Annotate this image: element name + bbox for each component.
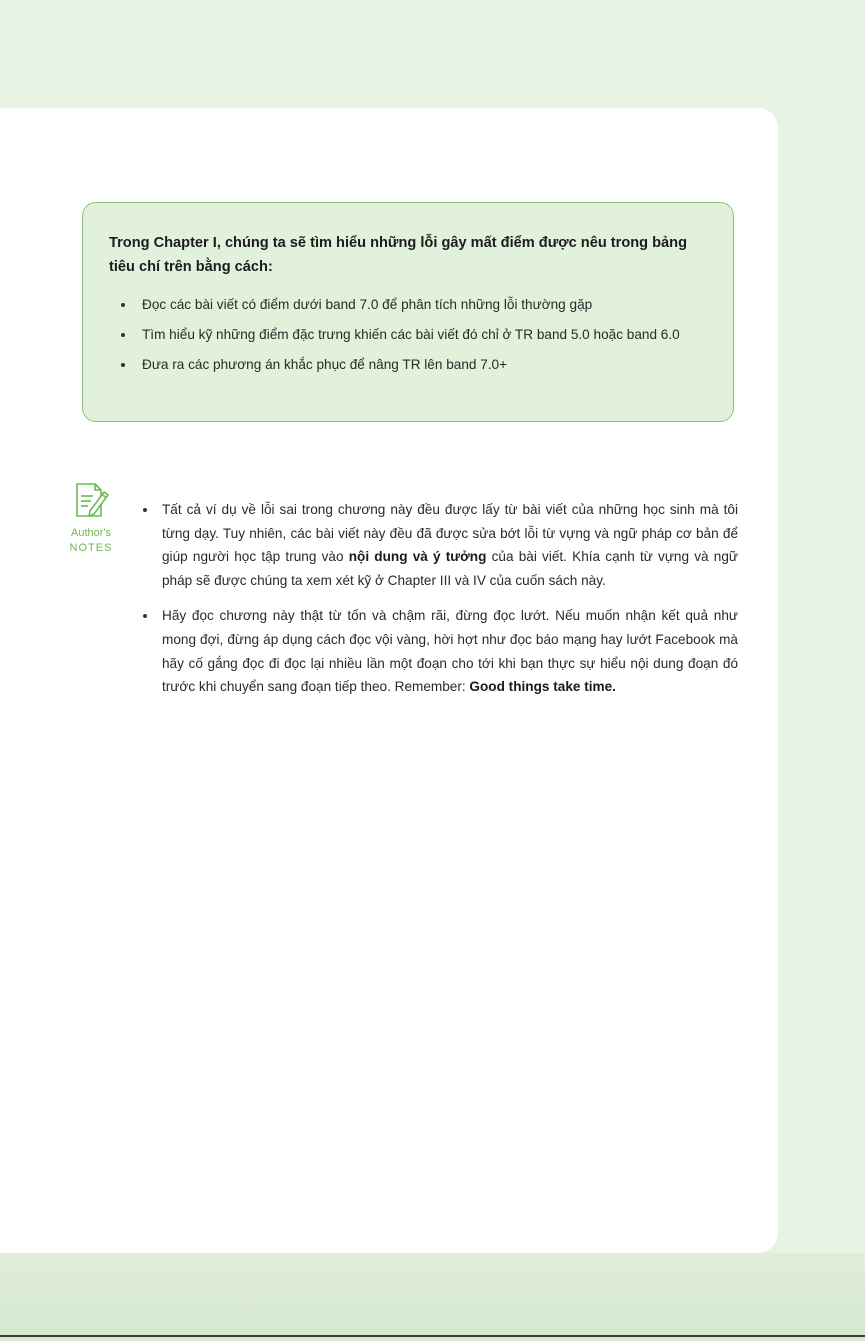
summary-list bbox=[109, 293, 707, 377]
page-bottom-margin bbox=[0, 1253, 865, 1341]
note-text: của bài viết. Khía cạnh từ vựng và ngữ pháp sẽ được chúng ta xem xét kỹ ở Chapter III và IV của cuốn sách này. bbox=[162, 549, 739, 588]
author-notes-heading: NOTES bbox=[69, 542, 113, 554]
note-emphasis: nội dung và ý tưởng bbox=[348, 549, 487, 565]
notes-list bbox=[132, 498, 738, 699]
author-notes-badge bbox=[56, 478, 126, 555]
notes-edit-icon bbox=[71, 478, 111, 522]
note-item bbox=[132, 604, 738, 698]
chapter-summary-box bbox=[82, 202, 734, 422]
summary-item: Đọc các bài viết có điểm dưới band 7.0 để phân tích những lỗi thường gặp bbox=[109, 293, 707, 317]
note-text: Tất cả ví dụ về lỗi sai trong chương này đều được lấy từ bài viết của những học sinh mà tôi từng dạy. Tuy nhiên, các bài viết này đều đã được sửa bớt lỗi từ vựng và ngữ pháp cơ bản để giúp người học tập trung vào bbox=[162, 502, 738, 565]
summary-item: Tìm hiểu kỹ những điểm đặc trưng khiến các bài viết đó chỉ ở TR band 5.0 hoặc band 6.0 bbox=[109, 323, 707, 347]
note-emphasis: Good things take time. bbox=[469, 679, 616, 695]
summary-title: Trong Chapter I, chúng ta sẽ tìm hiểu những lỗi gây mất điểm được nêu trong bảng tiêu chí trên bằng cách: bbox=[109, 235, 687, 275]
summary-item: Đưa ra các phương án khắc phục để nâng TR lên band 7.0+ bbox=[109, 353, 707, 377]
author-notes-body bbox=[132, 498, 738, 711]
scan-edge-line bbox=[0, 1335, 865, 1337]
author-notes-label: Author's bbox=[70, 527, 111, 539]
note-text: Hãy đọc chương này thật từ tốn và chậm rãi, đừng đọc lướt. Nếu muốn nhận kết quả như mong đợi, đừng áp dụng cách đọc vội vàng, hời hợt như đọc báo mạng hay lướt Facebook mà hãy cố gắng đọc đi đọc lại nhiều lần một đoạn cho tới khi bạn thực sự hiểu nội dung đoạn đó trước khi chuyển sang đoạn tiếp theo. Remember: bbox=[162, 608, 738, 695]
note-item bbox=[132, 498, 738, 592]
